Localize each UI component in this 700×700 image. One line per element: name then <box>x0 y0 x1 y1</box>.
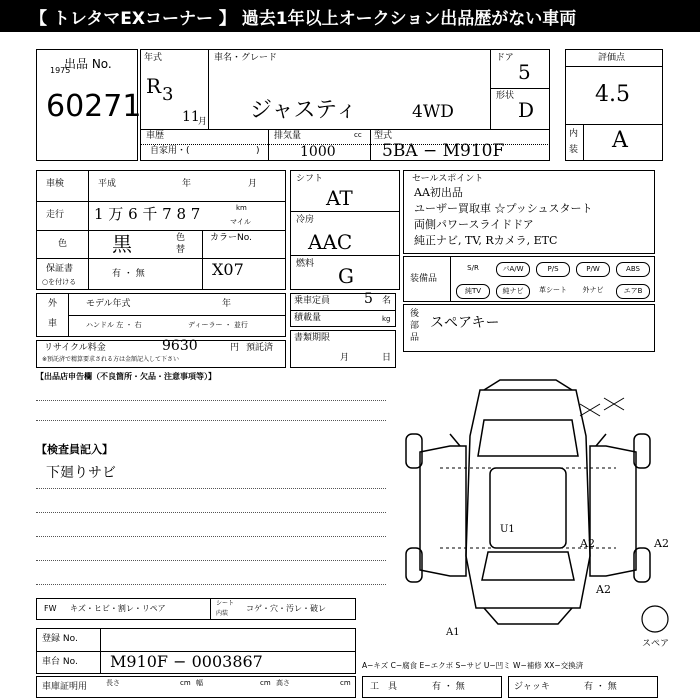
color-change-1: 色 <box>176 233 186 243</box>
inspection-label: 車検 <box>46 179 65 189</box>
recycle-note: ※預託済で精算要求される方は金額記入して下さい <box>42 356 180 363</box>
score-value: 4.5 <box>595 82 630 107</box>
import-label-2: 車 <box>48 319 58 329</box>
car-diagram <box>380 376 680 636</box>
fw-seat: シート <box>216 600 235 607</box>
warranty-options: 有 ・ 無 <box>112 269 145 279</box>
car-name: ジャスティ <box>250 98 358 123</box>
mark-a2-b: A2 <box>654 537 669 550</box>
equipment-label: 装備品 <box>410 274 438 284</box>
inspector-label: 【検査員記入】 <box>36 443 113 456</box>
inspection-year: 年 <box>182 179 192 189</box>
docs-label: 書類期限 <box>294 333 331 343</box>
import-model-year: モデル年式 <box>86 299 131 309</box>
recycle-unit: 円 <box>230 343 240 353</box>
equip-aw: パA/W <box>496 262 530 277</box>
equip-ext-navi: 外ナビ <box>576 284 610 299</box>
inspector-note: 下廻りサビ <box>46 465 116 481</box>
shape-value: D <box>518 98 535 122</box>
lot-number: 60271 <box>46 89 142 124</box>
car-label: 車名・グレード <box>214 53 278 63</box>
model-value: 5BA − M910F <box>382 141 505 161</box>
import-handle: ハンドル 左 ・ 右 <box>86 321 142 329</box>
color-no-label: カラーNo. <box>210 233 252 243</box>
tools-label: 工 具 <box>370 682 398 692</box>
spare-tire-icon <box>640 604 670 634</box>
model-label: 型式 <box>374 131 393 141</box>
equip-pw: P/W <box>576 262 610 277</box>
rear-label-2: 部 <box>410 321 420 331</box>
car-grade: 4WD <box>412 102 454 122</box>
tools-options: 有 ・ 無 <box>432 682 465 692</box>
equip-ps: P/S <box>536 262 570 277</box>
year-month-unit: 月 <box>198 117 208 127</box>
mark-a2-c: A2 <box>596 583 611 596</box>
usage-close: ) <box>256 146 260 156</box>
spare-label: スペア <box>642 639 670 649</box>
sales-line-2: ユーザー買取車 ☆プッシュスタート <box>414 202 593 215</box>
sales-line-1: AA初出品 <box>414 186 463 199</box>
year-era: R <box>146 74 162 98</box>
warranty-note: ○を付ける <box>42 278 77 286</box>
recycle-deposit: 預託済 <box>246 343 274 353</box>
load-label: 積載量 <box>294 313 322 323</box>
equip-navi: 純ナビ <box>496 284 530 299</box>
cert-label: 車庫証明用 <box>42 682 88 692</box>
registration-label: 登録 No. <box>42 634 78 644</box>
interior-label-1: 内 <box>569 129 579 139</box>
door-value: 5 <box>518 60 531 84</box>
equip-tv: 純TV <box>456 284 490 299</box>
fw-text2: コゲ・穴・汚レ・破レ <box>246 604 326 613</box>
score-label: 評価点 <box>598 53 626 63</box>
lot-sub: 1975 <box>50 66 71 75</box>
interior-value: A <box>612 128 628 153</box>
fuel-label: 燃料 <box>296 259 315 269</box>
capacity-unit: 名 <box>382 296 392 306</box>
fw-inner: 内装 <box>216 610 229 617</box>
interior-label-2: 装 <box>569 145 579 155</box>
mileage-value: 1 万 6 千 7 8 7 <box>94 205 201 223</box>
banner: 【 トレタマEXコーナー 】 過去1年以上オークション出品歴がない車両 <box>0 0 700 32</box>
color-no-value: X07 <box>212 260 244 279</box>
warranty-label: 保証書 <box>46 264 74 274</box>
jack-options: 有 ・ 無 <box>584 682 617 692</box>
color-change-2: 替 <box>176 245 186 255</box>
lot-label: 出品 No. <box>64 57 112 71</box>
mark-u1: U1 <box>500 524 515 535</box>
rear-value: スペアキー <box>430 315 500 331</box>
import-label-1: 外 <box>48 299 58 309</box>
docs-month: 月 <box>340 353 350 363</box>
inspection-era: 平成 <box>98 179 117 189</box>
cert-cm-3: cm <box>340 679 351 687</box>
door-label: ドア <box>496 53 514 63</box>
sales-line-4: 純正ナビ, TV, Rカメラ, ETC <box>414 234 558 247</box>
damage-legend: A−キズ C−腐食 E−エクボ S−サビ U−凹ミ W−補修 XX−交換済 <box>362 661 584 670</box>
fuel-value: G <box>338 264 354 288</box>
ac-value: AAC <box>308 230 353 254</box>
cert-width: 幅 <box>196 679 203 687</box>
seller-note-label: 【出品店申告欄（不良箇所・欠品・注意事項等）】 <box>36 372 216 381</box>
sales-line-3: 両側パワースライドドア <box>414 218 534 231</box>
equip-sr: S/R <box>456 262 490 277</box>
shape-label: 形状 <box>496 91 515 101</box>
capacity-value: 5 <box>364 291 373 307</box>
cert-height: 高さ <box>276 679 290 687</box>
mark-a2-a: A2 <box>580 537 595 550</box>
chassis-label: 車台 No. <box>42 657 78 667</box>
color-value: 黒 <box>112 232 132 256</box>
equip-airbag: エアB <box>616 284 650 299</box>
inspection-month: 月 <box>248 179 258 189</box>
recycle-label: リサイクル料金 <box>44 343 106 353</box>
import-dealer: ディーラー ・ 並行 <box>188 321 248 329</box>
capacity-label: 乗車定員 <box>294 296 331 306</box>
recycle-value: 9630 <box>162 338 198 354</box>
displacement-label: 排気量 <box>274 131 302 141</box>
usage-value: 自家用・( <box>150 146 190 156</box>
chassis-value: M910F − 0003867 <box>110 652 263 671</box>
year-num: 3 <box>162 84 174 105</box>
mark-a1: A1 <box>446 627 460 638</box>
equip-abs: ABS <box>616 262 650 277</box>
year-label: 年式 <box>144 53 163 63</box>
mileage-mile: マイル <box>230 218 251 226</box>
rear-label-3: 品 <box>410 333 420 343</box>
cert-length: 長さ <box>106 679 120 687</box>
fw-label: FW <box>44 604 57 613</box>
load-unit: kg <box>382 315 391 323</box>
sales-label: セールスポイント <box>412 174 484 184</box>
mileage-km: km <box>236 204 247 212</box>
usage-label: 車歴 <box>146 131 165 141</box>
color-label: 色 <box>58 239 68 249</box>
cert-cm-1: cm <box>180 679 191 687</box>
rear-label-1: 後 <box>410 309 420 319</box>
ac-label: 冷房 <box>296 215 315 225</box>
displacement-unit: cc <box>354 131 362 139</box>
cert-cm-2: cm <box>260 679 271 687</box>
year-month: 11 <box>182 109 200 125</box>
jack-label: ジャッキ <box>514 682 550 692</box>
shift-label: シフト <box>296 174 324 184</box>
shift-value: AT <box>326 186 353 210</box>
mileage-label: 走行 <box>46 210 65 220</box>
equip-leather: 革シート <box>536 284 570 299</box>
docs-day: 日 <box>382 353 392 363</box>
fw-text: キズ・ヒビ・割レ・リペア <box>70 604 166 613</box>
import-year-unit: 年 <box>222 299 232 309</box>
displacement-value: 1000 <box>300 144 336 160</box>
